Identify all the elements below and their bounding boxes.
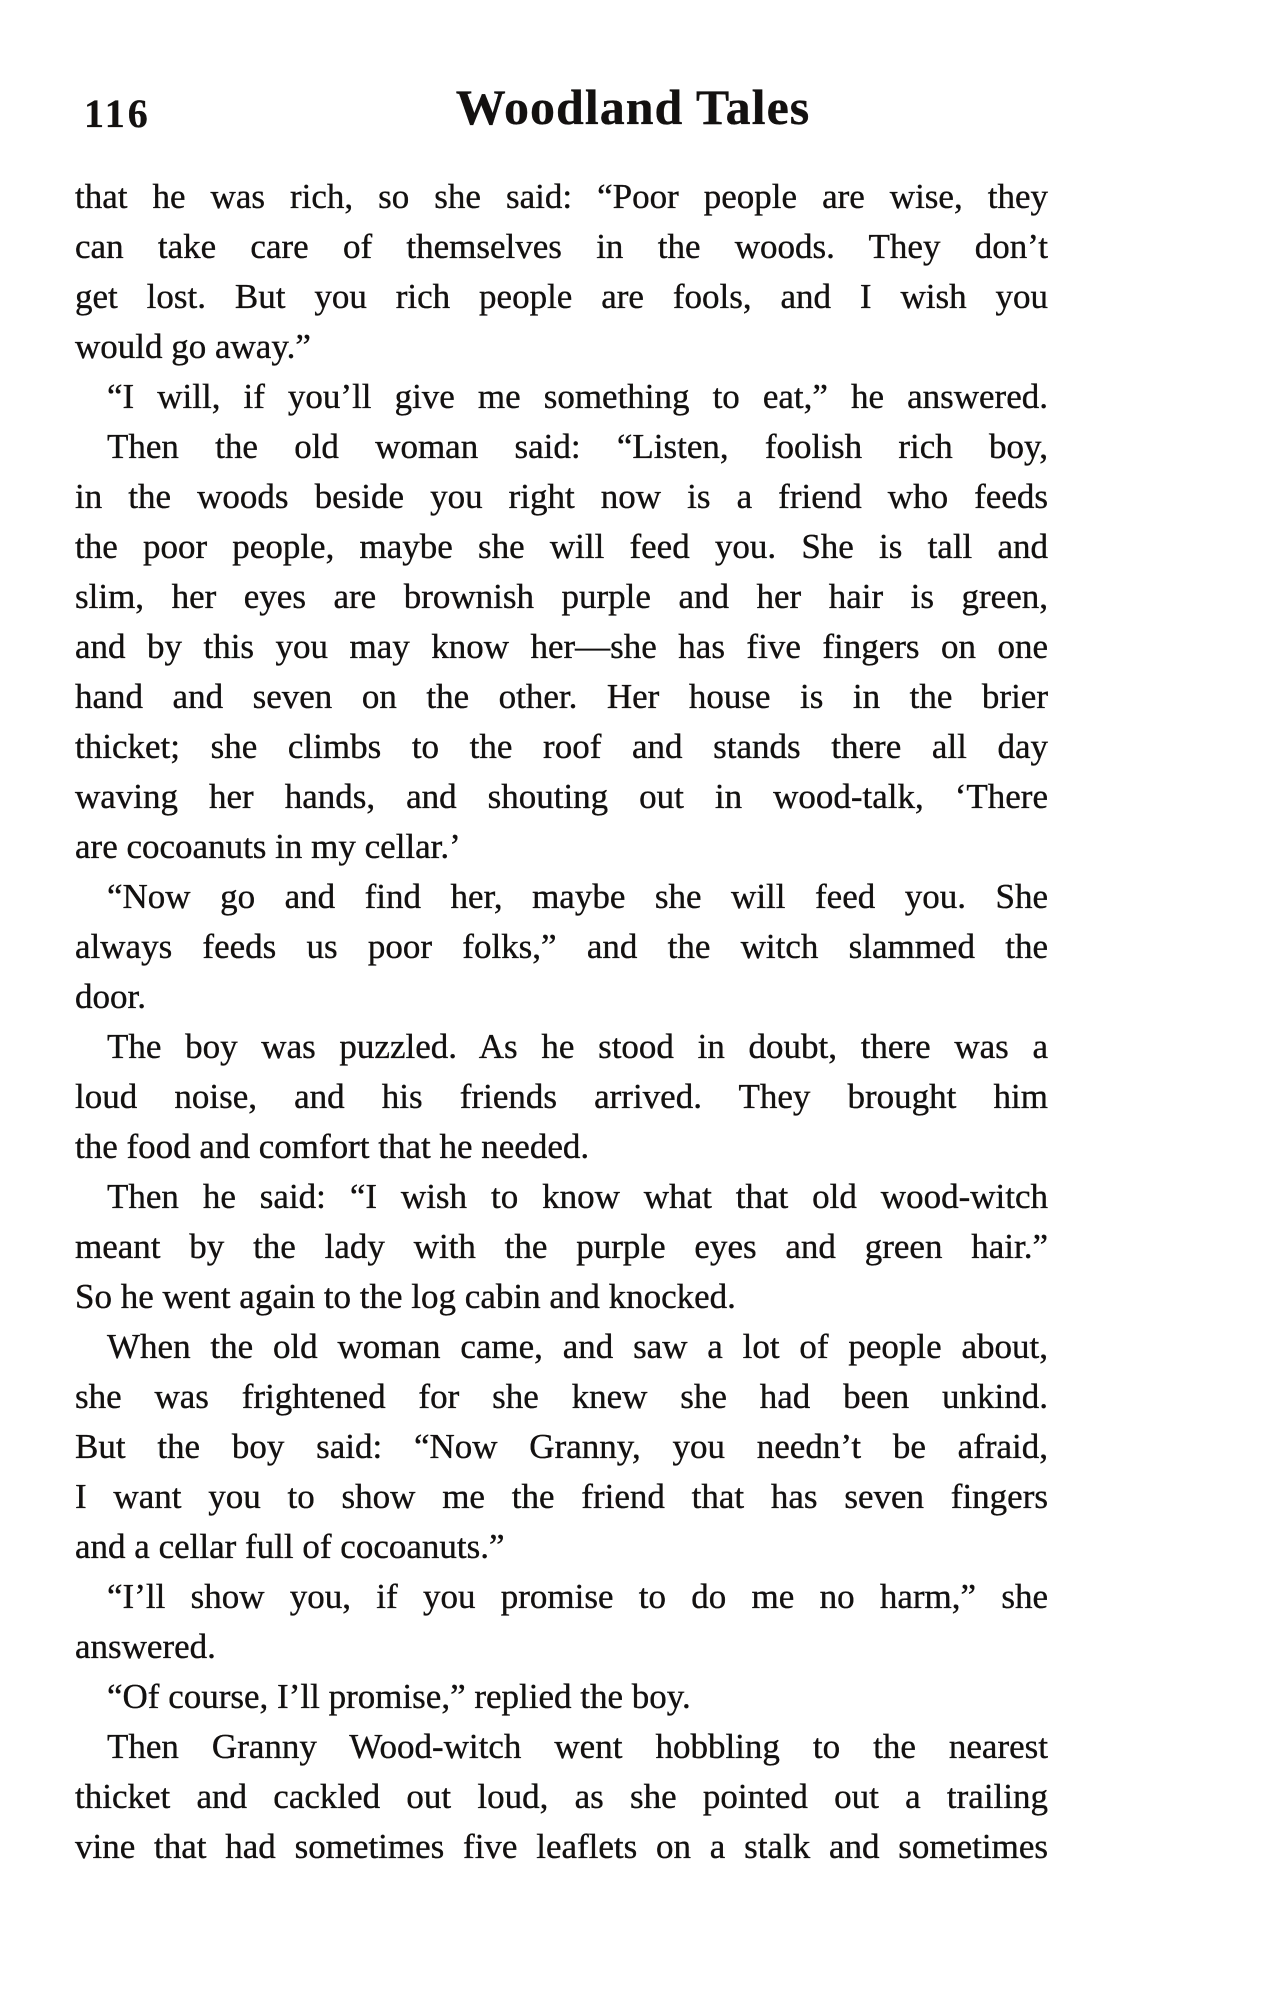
text-line: and a cellar full of cocoanuts.” bbox=[75, 1527, 505, 1566]
text-line: “Of course, I’ll promise,” replied the boy. bbox=[107, 1677, 691, 1716]
text-line: thicket and cackled out loud, as she pointed out a trailing bbox=[75, 1777, 1048, 1816]
text-line: that he was rich, so she said: “Poor people are wise, they bbox=[75, 177, 1048, 216]
text-line: Then he said: “I wish to know what that old wood-witch bbox=[107, 1177, 1048, 1216]
text-line: in the woods beside you right now is a friend who feeds bbox=[75, 477, 1048, 516]
text-line: the food and comfort that he needed. bbox=[75, 1127, 590, 1166]
text-line: waving her hands, and shouting out in wood-talk, ‘There bbox=[75, 777, 1048, 816]
text-line: and by this you may know her—she has five fingers on one bbox=[75, 627, 1048, 666]
text-line: are cocoanuts in my cellar.’ bbox=[75, 827, 461, 866]
text-line: The boy was puzzled. As he stood in doubt, there was a bbox=[107, 1027, 1048, 1066]
text-line: So he went again to the log cabin and knocked. bbox=[75, 1277, 736, 1316]
text-line: answered. bbox=[75, 1627, 216, 1666]
text-line: meant by the lady with the purple eyes and green hair.” bbox=[75, 1227, 1048, 1266]
text-line: Then the old woman said: “Listen, foolish rich boy, bbox=[107, 427, 1048, 466]
text-line: “Now go and find her, maybe she will feed you. She bbox=[107, 877, 1048, 916]
page-number: 116 bbox=[84, 91, 151, 136]
page-title: Woodland Tales bbox=[455, 79, 811, 135]
text-line: “I will, if you’ll give me something to eat,” he answered. bbox=[107, 377, 1048, 416]
text-line: But the boy said: “Now Granny, you needn’t be afraid, bbox=[75, 1427, 1048, 1466]
text-line: would go away.” bbox=[75, 327, 311, 366]
text-line: “I’ll show you, if you promise to do me no harm,” she bbox=[107, 1577, 1048, 1616]
text-line: Then Granny Wood-witch went hobbling to the nearest bbox=[107, 1727, 1048, 1766]
text-line: thicket; she climbs to the roof and stands there all day bbox=[75, 727, 1048, 766]
text-line: slim, her eyes are brownish purple and her hair is green, bbox=[75, 577, 1048, 616]
text-line: hand and seven on the other. Her house is in the brier bbox=[75, 677, 1048, 716]
text-line: always feeds us poor folks,” and the witch slammed the bbox=[75, 927, 1048, 966]
text-line: I want you to show me the friend that has seven fingers bbox=[75, 1477, 1048, 1516]
text-line: door. bbox=[75, 977, 146, 1016]
text-line: the poor people, maybe she will feed you. She is tall and bbox=[75, 527, 1048, 566]
text-line: loud noise, and his friends arrived. They brought him bbox=[75, 1077, 1048, 1116]
text-block bbox=[75, 172, 1048, 1872]
text-line: can take care of themselves in the woods. They don’t bbox=[75, 227, 1048, 266]
text-line: she was frightened for she knew she had been unkind. bbox=[75, 1377, 1048, 1416]
text-line: When the old woman came, and saw a lot of people about, bbox=[107, 1327, 1048, 1366]
text-line: get lost. But you rich people are fools, and I wish you bbox=[75, 277, 1048, 316]
text-line: vine that had sometimes five leaflets on a stalk and sometimes bbox=[75, 1827, 1048, 1866]
